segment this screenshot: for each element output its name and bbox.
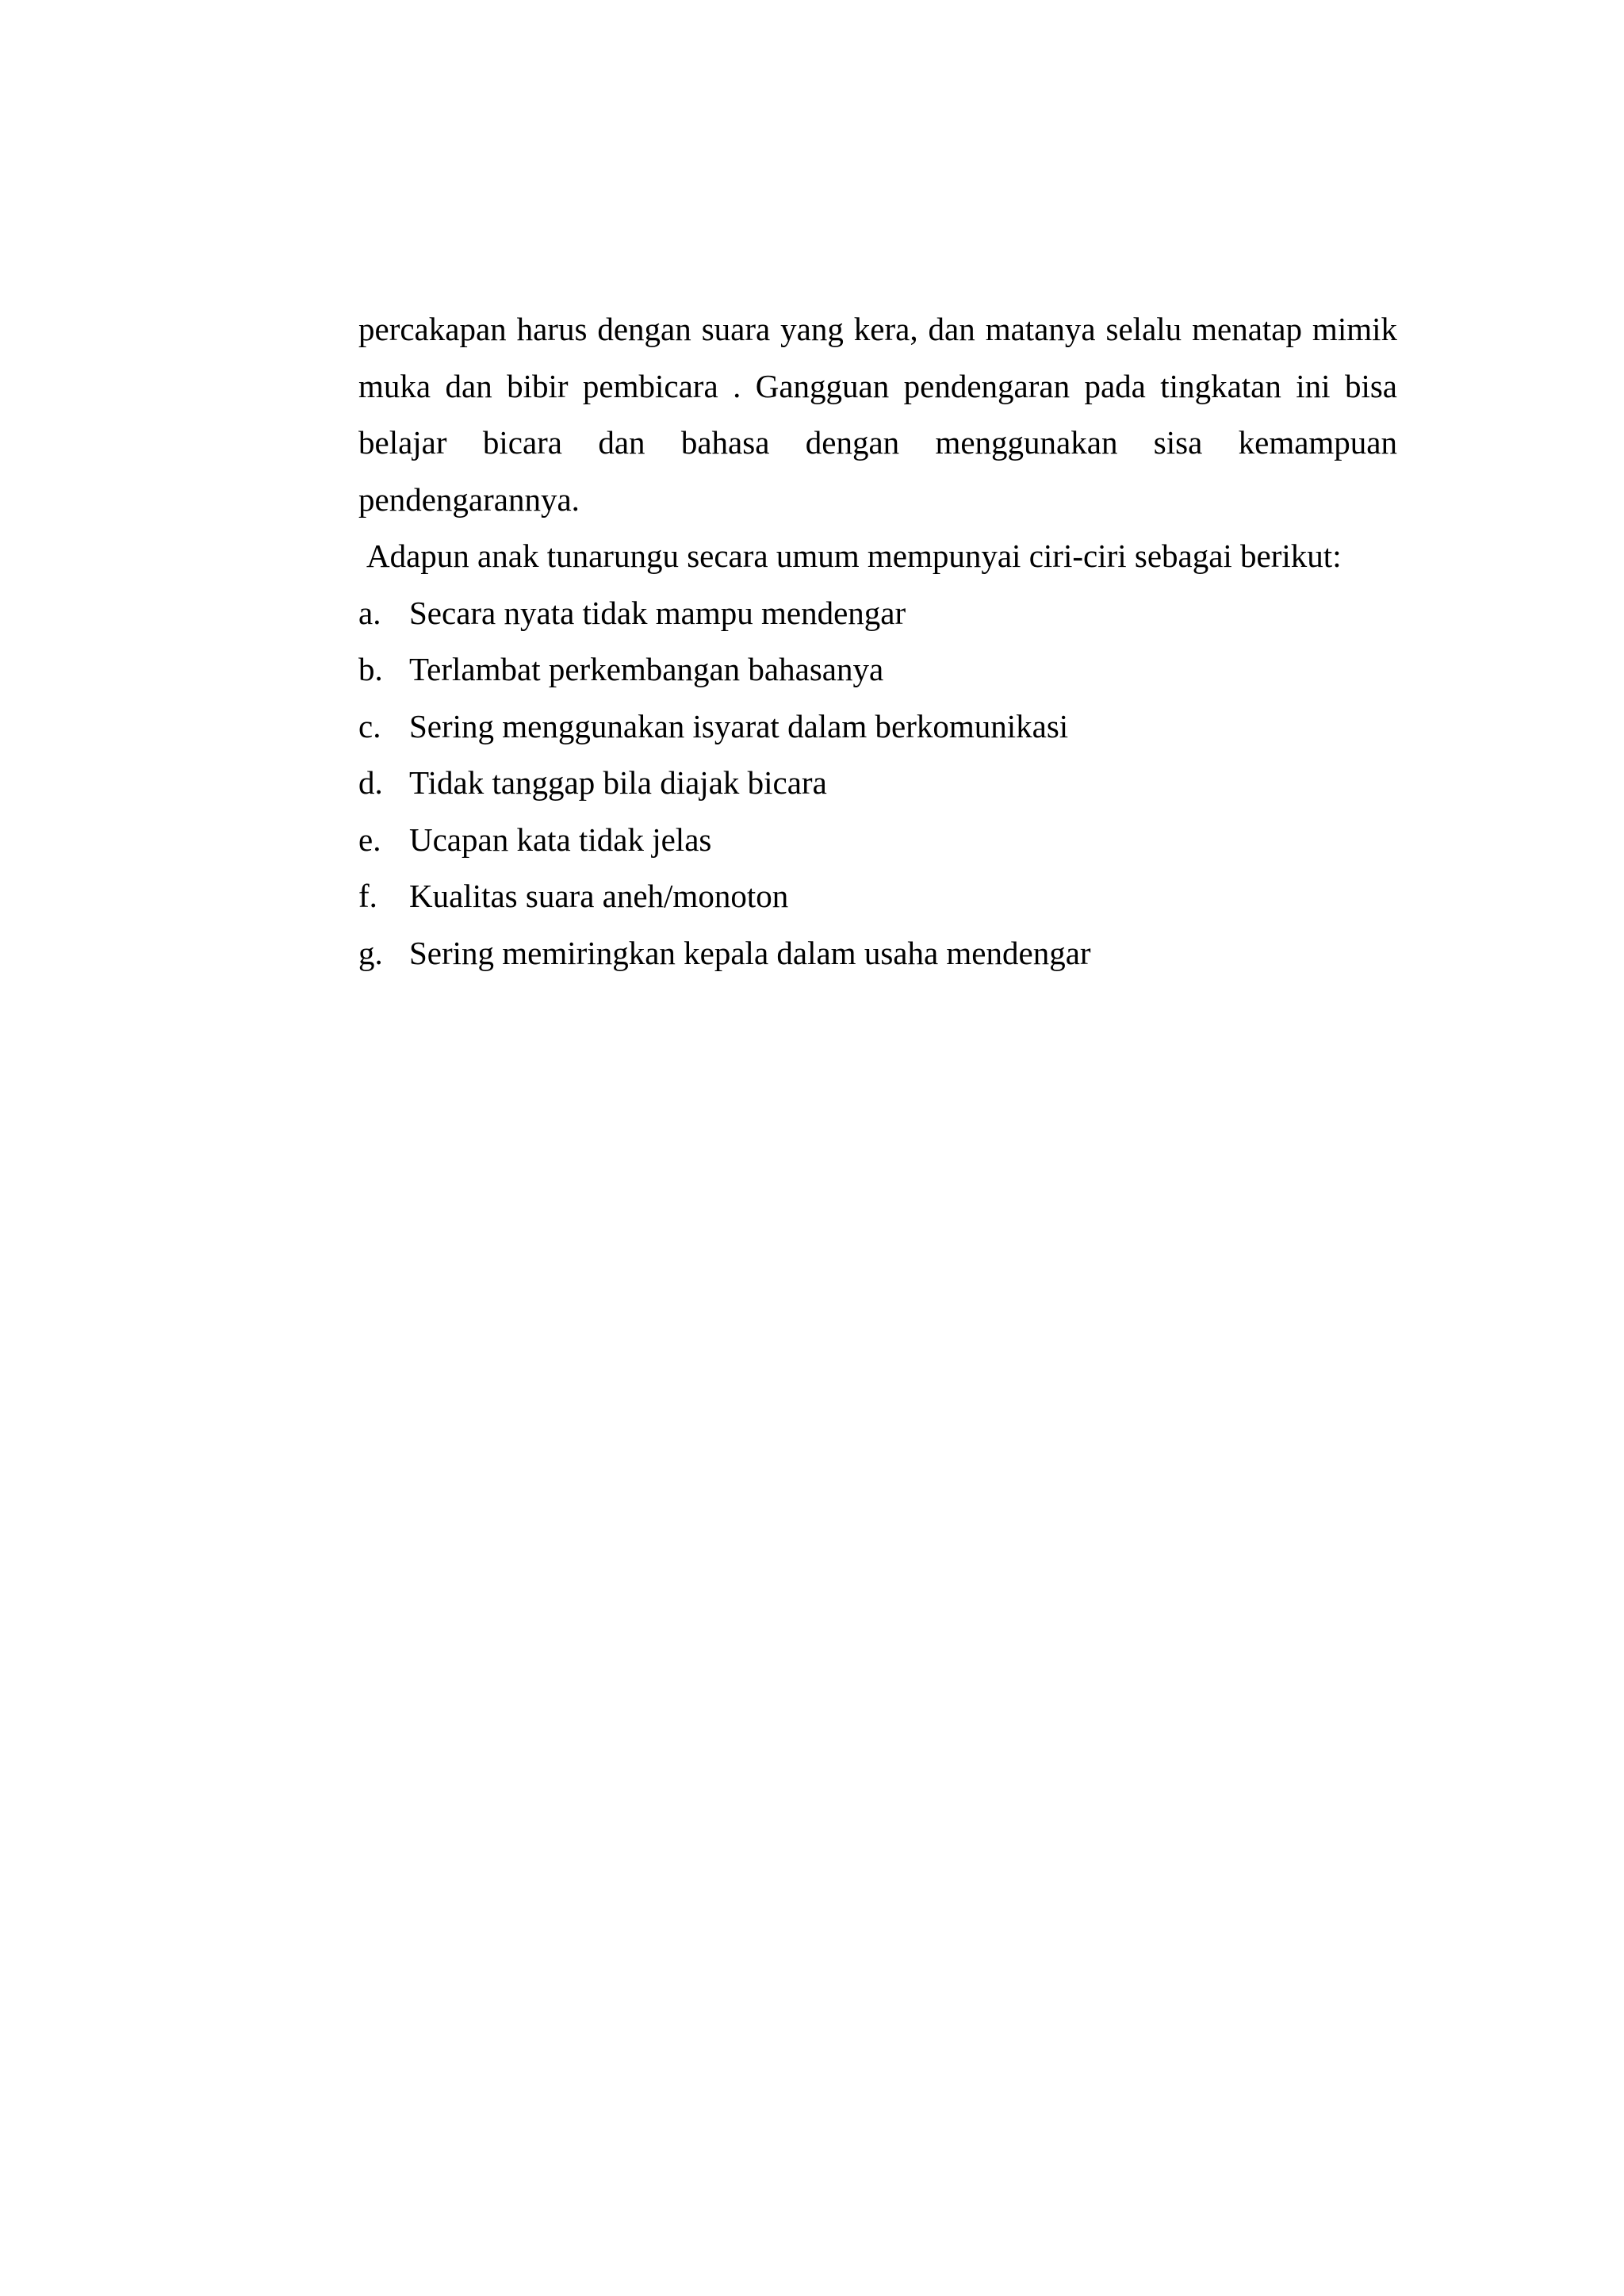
list-item-text: Sering menggunakan isyarat dalam berkomunikasi: [409, 707, 1069, 744]
characteristics-list: [358, 585, 1397, 982]
list-item-text: Tidak tanggap bila diajak bicara: [409, 764, 827, 801]
list-marker: d.: [358, 764, 383, 801]
list-intro: Adapun anak tunarungu secara umum mempunyai ciri-ciri sebagai berikut:: [366, 538, 1342, 574]
list-marker: b.: [358, 651, 383, 687]
list-item-text: Ucapan kata tidak jelas: [409, 821, 712, 858]
list-item-text: Sering memiringkan kepala dalam usaha mendengar: [409, 934, 1091, 971]
list-marker: f.: [358, 878, 377, 914]
list-marker: g.: [358, 934, 383, 971]
list-item-text: Secara nyata tidak mampu mendengar: [409, 594, 906, 631]
body-paragraph: percakapan harus dengan suara yang kera, dan matanya selalu menatap mimik muka dan bibir pembicara . Gangguan pendengaran pada tingkatan ini bisa belajar bicara dan bahasa dengan menggunakan sisa kemampuan pendengarannya.: [358, 311, 1397, 518]
list-item: [358, 755, 1397, 812]
list-marker: a.: [358, 594, 381, 631]
list-item: [358, 925, 1397, 982]
list-item: [358, 585, 1397, 642]
list-item: [358, 641, 1397, 698]
page-content: [358, 301, 1397, 982]
list-item-text: Terlambat perkembangan bahasanya: [409, 651, 884, 687]
list-item: [358, 868, 1397, 925]
list-marker: c.: [358, 707, 381, 744]
list-item-text: Kualitas suara aneh/monoton: [409, 878, 789, 914]
list-marker: e.: [358, 821, 381, 858]
list-item: [358, 698, 1397, 756]
list-item: [358, 812, 1397, 869]
